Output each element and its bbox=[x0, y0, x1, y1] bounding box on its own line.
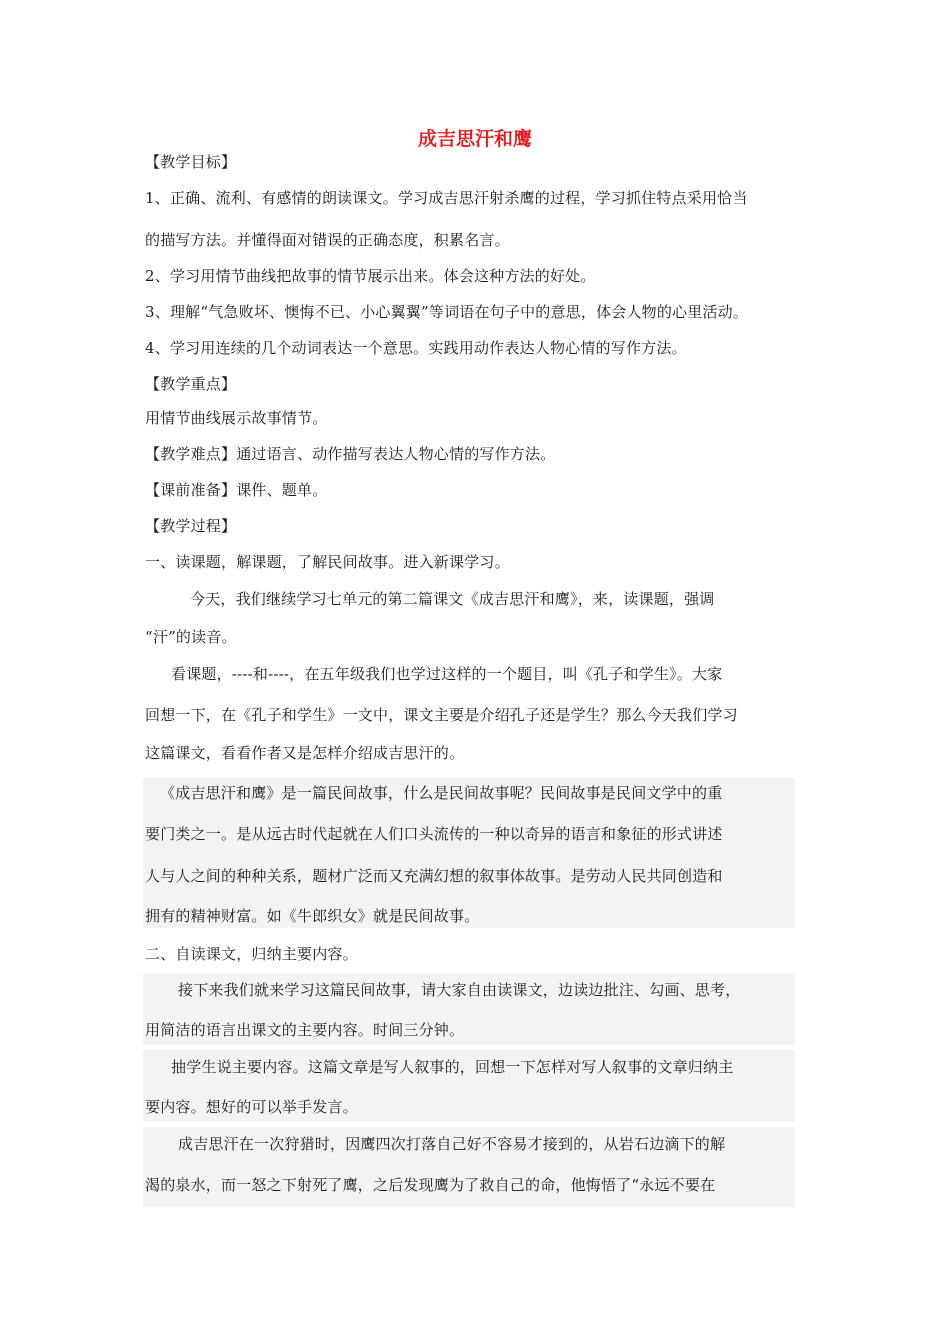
paragraph-line: 看课题，----和----，在五年级我们也学过这样的一个题目，叫《孔子和学生》。大家 bbox=[171, 665, 723, 683]
objective-1-line-2: 的描写方法。并懂得面对错误的正确态度，积累名言。 bbox=[145, 231, 510, 249]
section-heading-process: 【教学过程】 bbox=[145, 517, 237, 535]
objective-1-line-1: 1、正确、流利、有感情的朗读课文。学习成吉思汗射杀鹰的过程，学习抓住特点采用恰当 bbox=[145, 189, 748, 207]
section-heading-key-points: 【教学重点】 bbox=[145, 375, 237, 393]
objective-3: 3、理解“气急败坏、懊悔不已、小心翼翼”等词语在句子中的意思，体会人物的心里活动。 bbox=[145, 303, 749, 321]
paragraph-line: 渴的泉水，而一怒之下射死了鹰，之后发现鹰为了救自己的命，他悔悟了“永远不要在 bbox=[145, 1176, 716, 1194]
paragraph-line: 抽学生说主要内容。这篇文章是写人叙事的，回想一下怎样对写人叙事的文章归纳主 bbox=[171, 1058, 734, 1076]
paragraph-line: 这篇课文，看看作者又是怎样介绍成吉思汗的。 bbox=[145, 744, 465, 762]
page-title: 成吉思汗和鹰 bbox=[417, 128, 532, 150]
difficulties-text: 【教学难点】通过语言、动作描写表达人物心情的写作方法。 bbox=[145, 445, 556, 463]
objective-2: 2、学习用情节曲线把故事的情节展示出来。体会这种方法的好处。 bbox=[145, 267, 596, 285]
paragraph-line: “汗”的读音。 bbox=[145, 628, 237, 646]
paragraph-line: 要内容。想好的可以举手发言。 bbox=[145, 1098, 358, 1116]
paragraph-line: 拥有的精神财富。如《牛郎织女》就是民间故事。 bbox=[145, 907, 480, 925]
preparation-text: 【课前准备】课件、题单。 bbox=[145, 481, 328, 499]
step-1-heading: 一、读课题，解课题，了解民间故事。进入新课学习。 bbox=[145, 553, 510, 571]
paragraph-line: 成吉思汗在一次狩猎时，因鹰四次打落自己好不容易才接到的，从岩石边滴下的解 bbox=[178, 1135, 726, 1153]
paragraph-line: 《成吉思汗和鹰》是一篇民间故事，什么是民间故事呢？民间故事是民间文学中的重 bbox=[160, 784, 723, 802]
paragraph-line: 用简洁的语言出课文的主要内容。时间三分钟。 bbox=[145, 1021, 465, 1039]
paragraph-line: 回想一下，在《孔子和学生》一文中，课文主要是介绍孔子还是学生？那么今天我们学习 bbox=[145, 706, 738, 724]
paragraph-line: 今天，我们继续学习七单元的第二篇课文《成吉思汗和鹰》，来，读课题，强调 bbox=[190, 590, 715, 608]
paragraph-line: 接下来我们就来学习这篇民间故事，请大家自由读课文，边读边批注、勾画、思考， bbox=[178, 981, 741, 999]
step-2-heading: 二、自读课文，归纳主要内容。 bbox=[145, 945, 358, 963]
paragraph-line: 人与人之间的种种关系，题材广泛而又充满幻想的叙事体故事。是劳动人民共同创造和 bbox=[145, 867, 723, 885]
paragraph-line: 要门类之一。是从远古时代起就在人们口头流传的一种以奇异的语言和象征的形式讲述 bbox=[145, 825, 723, 843]
objective-4: 4、学习用连续的几个动词表达一个意思。实践用动作表达人物心情的写作方法。 bbox=[145, 339, 687, 357]
key-points-text: 用情节曲线展示故事情节。 bbox=[145, 409, 328, 427]
section-heading-objectives: 【教学目标】 bbox=[145, 153, 237, 171]
